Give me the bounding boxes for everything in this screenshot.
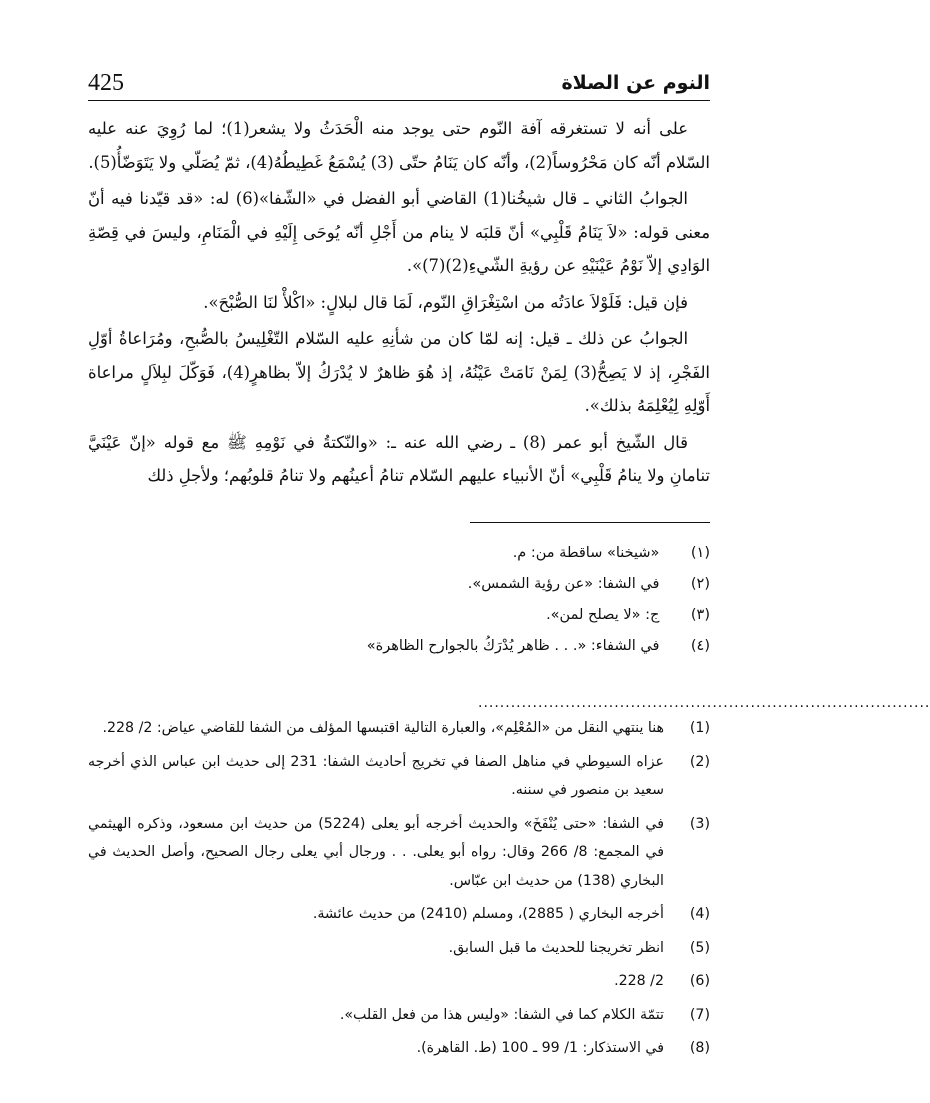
note-text: انظر تخريجنا للحديث ما قبل السابق. — [448, 939, 664, 956]
editor-note — [88, 748, 710, 805]
manuscript-note — [88, 569, 710, 599]
paragraph: فإن قيل: فَلَوْلاَ عادَتُه من اسْتِغْرَاقِ النّوم، لَمَا قال لبلالٍ: «اكْلأْ لنَا الصُّبْحَ». — [203, 292, 688, 312]
running-title: النوم عن الصلاة — [561, 72, 710, 94]
note-number: (8) — [689, 1040, 710, 1056]
editor-note — [88, 1034, 710, 1063]
note-text: 2/ 228. — [614, 973, 664, 989]
page-header — [88, 60, 710, 101]
note-text: «شيخنا» ساقطة من: م. — [512, 545, 660, 561]
dotted-separator: ................................................................................... — [478, 695, 930, 711]
editor-note — [88, 714, 710, 743]
note-text: تتمّة الكلام كما في الشفا: «وليس هذا من فعل القلب». — [339, 1006, 664, 1023]
note-number: (1) — [689, 720, 710, 736]
editor-note — [88, 967, 710, 996]
note-text: أخرجه البخاري ( 2885)، ومسلم (2410) من حديث عائشة. — [312, 906, 664, 922]
note-number: (2) — [689, 753, 710, 770]
note-text: في الشفا: «عن رؤية الشمس». — [467, 576, 660, 592]
paragraph: الجوابُ الثاني ـ قال شيخُنا(1) القاضي أبو الفضل في «الشّفا»(6) له: «قد قيّدنا فيه أنّ معنى قوله: «لاَ يَنَامُ قَلْبِي» أنّ قلبَه لا ينام من أَجْلِ أنّه يُوحَى إِلَيْهِ في الْمَنَامِ، وليسَ في قِصّةِ الوَادِي إلاّ نَوْمُ عَيْنَيْهِ عن رؤيةِ الشّيءِ(2)(7)». — [88, 189, 710, 275]
paragraph: قال الشّيخ أبو عمر (8) ـ رضي الله عنه ـ: «والنّكتةُ في نَوْمِهِ ﷺ مع قوله «إنّ عَيْنَيَّ تنامانِ ولا ينامُ قَلْبِي» أنّ الأنبياء عليهم السّلام تنامُ أعينُهم ولا تنامُ قلوبُهم؛ ولأجلِ ذلك — [88, 432, 710, 485]
note-number: (٤) — [690, 638, 710, 654]
editor-note — [88, 1001, 710, 1030]
editor-note — [88, 810, 710, 896]
manuscript-note — [88, 631, 710, 661]
paragraph: على أنه لا تستغرقه آفة النّوم حتى يوجد منه الْحَدَثُ ولا يشعر(1)؛ لما رُوِيَ عنه عليه السّلام أنّه كان مَحْرُوساً(2)، وأنّه كان يَنَامُ حتّى (3) يُسْمَعُ غَطِيطُهُ(4)، ثمّ يُصَلّي ولا يَتَوَضّأُ(5). — [88, 119, 710, 172]
manuscript-note — [88, 600, 710, 630]
note-text: في الشفاء: «. . . ظاهر يُدْرَكُ بالجوارح الظاهرة» — [366, 638, 660, 654]
editor-note — [88, 900, 710, 929]
note-number: (٢) — [690, 576, 710, 592]
footnote-separator — [470, 522, 710, 523]
note-number: (٣) — [690, 607, 710, 623]
note-number: (4) — [689, 906, 710, 922]
note-number: (5) — [689, 939, 710, 956]
page-number: 425 — [88, 70, 124, 96]
note-number: (6) — [689, 973, 710, 989]
note-text: ج: «لا يصلح لمن». — [546, 607, 660, 623]
note-number: (3) — [689, 815, 710, 832]
paragraph: الجوابُ عن ذلك ـ قيل: إنه لمّا كان من شأنِهِ عليه السّلام التّغْلِيسُ بالصُّبحِ، ومُرَاعاةُ أوّلِ الفَجْرِ، إذ لا يَصِحُّ(3) لِمَنْ نَامَتْ عَيْنُهُ، إذ هُوَ ظاهرٌ لا يُدْرَكُ إلاّ بظاهرٍ(4)، فَوَكّلَ لبِلاَلٍ مراعاة أَوّلِهِ لِيُعْلِمَهُ بذلك». — [88, 329, 710, 415]
note-number: (١) — [690, 545, 710, 561]
note-number: (7) — [689, 1006, 710, 1023]
manuscript-note — [88, 538, 710, 568]
note-text: هنا ينتهي النقل من «المُعْلِم»، والعبارة التالية اقتبسها المؤلف من الشفا للقاضي عياض: 2/ 228. — [102, 720, 664, 736]
editor-notes — [88, 714, 710, 1068]
note-text: في الشفا: «حتى يُنْفَخَ» والحديث أخرجه أبو يعلى (5224) من حديث ابن مسعود، وذكره الهيثمي في المجمع: 8/ 266 وقال: رواه أبو يعلى. . . ورجال أبي يعلى رجال الصحيح، وأصل الحديث في البخاري (138) من حديث ابن عبّاس. — [88, 815, 664, 889]
main-text — [88, 112, 710, 493]
editor-note — [88, 934, 710, 963]
note-text: عزاه السيوطي في مناهل الصفا في تخريج أحاديث الشفا: 231 إلى حديث ابن عباس الذي أخرجه سعيد بن منصور في سننه. — [88, 753, 664, 798]
note-text: في الاستذكار: 1/ 99 ـ 100 (ط. القاهرة). — [416, 1040, 664, 1056]
